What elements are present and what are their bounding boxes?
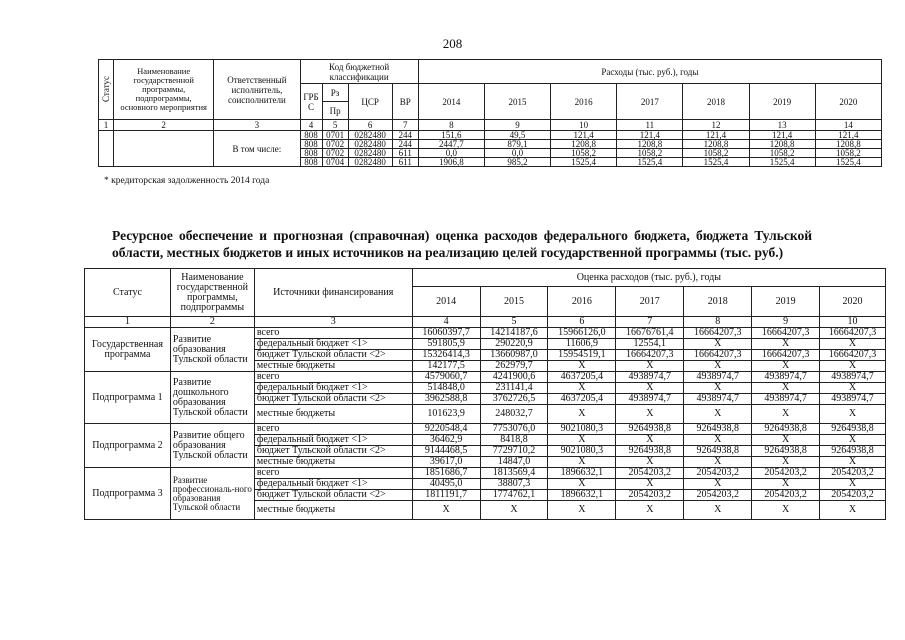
t1-cell: 49,5	[484, 131, 550, 140]
t2-year: 2015	[480, 287, 548, 317]
value-cell: 9021080,3	[548, 424, 616, 435]
t1-col-number: 12	[683, 120, 749, 131]
value-cell: 4938974,7	[820, 394, 886, 405]
t1-cell: 611	[392, 149, 418, 158]
t2-year: 2014	[412, 287, 480, 317]
t1-header-pr: Пр	[322, 102, 348, 120]
value-cell: 4938974,7	[616, 394, 684, 405]
value-cell: 15954519,1	[548, 350, 616, 361]
value-cell: 9264938,8	[752, 424, 820, 435]
source-cell: местные бюджеты	[254, 405, 412, 424]
value-cell: 3762726,5	[480, 394, 548, 405]
table-row	[85, 328, 886, 339]
value-cell: 1774762,1	[480, 490, 548, 501]
value-cell: 1851686,7	[412, 468, 480, 479]
t1-cell: 0702	[322, 149, 348, 158]
t1-header-code: Код бюджетной классификации	[300, 60, 418, 84]
value-cell: X	[548, 383, 616, 394]
value-cell: 2054203,2	[616, 490, 684, 501]
t1-including-label: В том числе:	[214, 131, 300, 167]
t2-header-estimate: Оценка расходов (тыс. руб.), годы	[412, 269, 885, 287]
t1-col-number: 13	[749, 120, 815, 131]
value-cell: X	[752, 339, 820, 350]
value-cell: X	[752, 457, 820, 468]
t1-cell: 0282480	[348, 149, 392, 158]
value-cell: 16664207,3	[820, 328, 886, 339]
value-cell: 9144468,5	[412, 446, 480, 457]
t2-header-name: Наименование государственной программы, подпрограммы	[170, 269, 254, 317]
value-cell: X	[548, 435, 616, 446]
t1-cell: 244	[392, 140, 418, 149]
t2-col-number: 8	[684, 317, 752, 328]
value-cell: X	[684, 383, 752, 394]
value-cell: X	[548, 479, 616, 490]
t1-header-rz: Рз	[322, 84, 348, 102]
t2-year: 2018	[684, 287, 752, 317]
t1-cell: 0,0	[418, 149, 484, 158]
value-cell: 16060397,7	[412, 328, 480, 339]
t1-col-number: 10	[551, 120, 617, 131]
program-name-cell: Развитие общего образования Тульской области	[170, 424, 254, 468]
value-cell: 16664207,3	[820, 350, 886, 361]
value-cell: X	[616, 405, 684, 424]
t1-col-number: 7	[392, 120, 418, 131]
value-cell: X	[752, 405, 820, 424]
value-cell: X	[820, 479, 886, 490]
value-cell: 14214187,6	[480, 328, 548, 339]
value-cell: 9220548,4	[412, 424, 480, 435]
value-cell: 4637205,4	[548, 372, 616, 383]
t1-cell: 1058,2	[551, 149, 617, 158]
footnote: * кредиторская задолженность 2014 года	[104, 176, 270, 186]
source-cell: бюджет Тульской области <2>	[254, 350, 412, 361]
value-cell: 38807,3	[480, 479, 548, 490]
value-cell: 4938974,7	[752, 372, 820, 383]
source-cell: местные бюджеты	[254, 457, 412, 468]
t2-col-number: 7	[616, 317, 684, 328]
value-cell: 9264938,8	[684, 424, 752, 435]
t2-header-sources: Источники финансирования	[254, 269, 412, 317]
t1-cell: 1058,2	[815, 149, 881, 158]
value-cell: X	[616, 501, 684, 520]
value-cell: 142177,5	[412, 361, 480, 372]
t2-col-number: 2	[170, 317, 254, 328]
value-cell: X	[820, 457, 886, 468]
value-cell: 9021080,3	[548, 446, 616, 457]
t1-cell: 0282480	[348, 158, 392, 167]
t1-header-executor: Ответственный исполнитель, соисполнители	[214, 60, 300, 120]
source-cell: всего	[254, 424, 412, 435]
source-cell: федеральный бюджет <1>	[254, 479, 412, 490]
value-cell: 13660987,0	[480, 350, 548, 361]
t1-header-vr: ВР	[392, 84, 418, 120]
value-cell: X	[752, 501, 820, 520]
source-cell: местные бюджеты	[254, 501, 412, 520]
value-cell: 4938974,7	[752, 394, 820, 405]
value-cell: 262979,7	[480, 361, 548, 372]
value-cell: 3962588,8	[412, 394, 480, 405]
value-cell: 16664207,3	[752, 350, 820, 361]
t1-col-number: 3	[214, 120, 300, 131]
t1-cell: 1208,8	[617, 140, 683, 149]
budget-classification-table	[98, 59, 882, 167]
source-cell: местные бюджеты	[254, 361, 412, 372]
t1-cell: 244	[392, 131, 418, 140]
value-cell: X	[684, 339, 752, 350]
t1-cell: 808	[300, 149, 322, 158]
t1-col-number: 9	[484, 120, 550, 131]
t1-header-name: Наименование государственной программы, подпрограммы, основного мероприятия	[114, 60, 214, 120]
t1-cell: 985,2	[484, 158, 550, 167]
t1-cell: 1058,2	[617, 149, 683, 158]
value-cell: X	[752, 361, 820, 372]
value-cell: 40495,0	[412, 479, 480, 490]
t1-year: 2018	[683, 84, 749, 120]
t1-cell: 0702	[322, 140, 348, 149]
status-cell: Подпрограмма 1	[85, 372, 171, 424]
t1-header-expenses: Расходы (тыс. руб.), годы	[418, 60, 881, 84]
t1-cell: 2447,7	[418, 140, 484, 149]
t1-cell: 1208,8	[815, 140, 881, 149]
t1-col-number: 6	[348, 120, 392, 131]
source-cell: федеральный бюджет <1>	[254, 383, 412, 394]
t1-year: 2020	[815, 84, 881, 120]
t1-row	[99, 131, 882, 140]
value-cell: 14847,0	[480, 457, 548, 468]
value-cell: 514848,0	[412, 383, 480, 394]
value-cell: 16664207,3	[752, 328, 820, 339]
value-cell: 4938974,7	[684, 394, 752, 405]
t1-cell: 1058,2	[683, 149, 749, 158]
value-cell: 39617,0	[412, 457, 480, 468]
t1-year: 2017	[617, 84, 683, 120]
t1-cell: 1525,4	[749, 158, 815, 167]
t1-col-number: 1	[99, 120, 114, 131]
table-row	[85, 424, 886, 435]
value-cell: 11606,9	[548, 339, 616, 350]
t1-cell: 1208,8	[749, 140, 815, 149]
value-cell: X	[820, 361, 886, 372]
value-cell: X	[616, 457, 684, 468]
status-cell: Подпрограмма 3	[85, 468, 171, 520]
table-row	[85, 468, 886, 479]
value-cell: 4579060,7	[412, 372, 480, 383]
value-cell: 9264938,8	[752, 446, 820, 457]
value-cell: 1813569,4	[480, 468, 548, 479]
t1-header-status: Статус	[99, 60, 114, 120]
t1-cell: 1525,4	[683, 158, 749, 167]
value-cell: 9264938,8	[820, 446, 886, 457]
page-number: 208	[442, 36, 463, 51]
value-cell: 9264938,8	[684, 446, 752, 457]
value-cell: X	[616, 435, 684, 446]
t1-col-number: 2	[114, 120, 214, 131]
source-cell: бюджет Тульской области <2>	[254, 446, 412, 457]
source-cell: всего	[254, 468, 412, 479]
value-cell: X	[752, 435, 820, 446]
value-cell: X	[684, 457, 752, 468]
t2-col-number: 6	[548, 317, 616, 328]
table-row	[85, 372, 886, 383]
t1-header-grbs: ГРБ С	[300, 84, 322, 120]
value-cell: 2054203,2	[684, 490, 752, 501]
t1-cell: 1525,4	[617, 158, 683, 167]
t1-col-number: 8	[418, 120, 484, 131]
program-name-cell: Развитие образования Тульской области	[170, 328, 254, 372]
t1-cell: 1525,4	[551, 158, 617, 167]
t1-cell: 151,6	[418, 131, 484, 140]
value-cell: 36462,9	[412, 435, 480, 446]
value-cell: 7753076,0	[480, 424, 548, 435]
t1-cell: 0282480	[348, 131, 392, 140]
t2-col-number: 1	[85, 317, 171, 328]
status-cell: Подпрограмма 2	[85, 424, 171, 468]
value-cell: 4938974,7	[616, 372, 684, 383]
value-cell: 4938974,7	[820, 372, 886, 383]
value-cell: 2054203,2	[752, 468, 820, 479]
t1-cell: 1208,8	[683, 140, 749, 149]
value-cell: X	[820, 339, 886, 350]
t1-cell: 0701	[322, 131, 348, 140]
value-cell: 1896632,1	[548, 490, 616, 501]
t2-col-number: 10	[820, 317, 886, 328]
source-cell: бюджет Тульской области <2>	[254, 394, 412, 405]
value-cell: X	[752, 479, 820, 490]
value-cell: X	[616, 361, 684, 372]
t2-col-number: 5	[480, 317, 548, 328]
value-cell: 2054203,2	[820, 490, 886, 501]
value-cell: X	[684, 361, 752, 372]
value-cell: 231141,4	[480, 383, 548, 394]
value-cell: X	[412, 501, 480, 520]
value-cell: X	[820, 405, 886, 424]
t1-header-csr: ЦСР	[348, 84, 392, 120]
t2-col-number: 9	[752, 317, 820, 328]
value-cell: 16676761,4	[616, 328, 684, 339]
t1-cell: 1208,8	[551, 140, 617, 149]
t1-cell: 808	[300, 158, 322, 167]
value-cell: 248032,7	[480, 405, 548, 424]
value-cell: 16664207,3	[616, 350, 684, 361]
program-name-cell: Развитие профессиональ-ного образования Тульской области	[170, 468, 254, 520]
value-cell: 290220,9	[480, 339, 548, 350]
status-cell: Государственная программа	[85, 328, 171, 372]
t1-cell: 0,0	[484, 149, 550, 158]
source-cell: федеральный бюджет <1>	[254, 435, 412, 446]
program-name-cell: Развитие дошкольного образования Тульской области	[170, 372, 254, 424]
value-cell: 9264938,8	[616, 446, 684, 457]
value-cell: 9264938,8	[820, 424, 886, 435]
t1-col-number: 5	[322, 120, 348, 131]
t1-col-number: 11	[617, 120, 683, 131]
value-cell: 2054203,2	[752, 490, 820, 501]
t1-cell: 121,4	[683, 131, 749, 140]
value-cell: 1896632,1	[548, 468, 616, 479]
value-cell: 2054203,2	[684, 468, 752, 479]
t1-cell: 0704	[322, 158, 348, 167]
t2-col-number: 4	[412, 317, 480, 328]
source-cell: бюджет Тульской области <2>	[254, 490, 412, 501]
t1-year: 2015	[484, 84, 550, 120]
value-cell: 9264938,8	[616, 424, 684, 435]
value-cell: X	[684, 479, 752, 490]
t1-col-number: 4	[300, 120, 322, 131]
section-heading: Ресурсное обеспечение и прогнозная (справочная) оценка расходов федерального бюджета, бюджета Тульской области, местных бюджетов и иных источников на реализацию целей государственной программы (тыс. руб.)	[112, 228, 812, 260]
value-cell: 101623,9	[412, 405, 480, 424]
value-cell: X	[548, 457, 616, 468]
t2-year: 2017	[616, 287, 684, 317]
value-cell: 4637205,4	[548, 394, 616, 405]
t1-cell: 1525,4	[815, 158, 881, 167]
t1-cell: 1906,8	[418, 158, 484, 167]
value-cell: 1811191,7	[412, 490, 480, 501]
value-cell: 15966126,0	[548, 328, 616, 339]
value-cell: X	[548, 405, 616, 424]
value-cell: X	[480, 501, 548, 520]
value-cell: X	[616, 383, 684, 394]
value-cell: X	[684, 501, 752, 520]
t1-cell: 611	[392, 158, 418, 167]
t1-cell: 808	[300, 140, 322, 149]
value-cell: 8418,8	[480, 435, 548, 446]
value-cell: X	[820, 501, 886, 520]
resource-provision-table	[84, 268, 886, 520]
t1-cell: 121,4	[551, 131, 617, 140]
value-cell: 591805,9	[412, 339, 480, 350]
value-cell: 4241900,6	[480, 372, 548, 383]
value-cell: X	[752, 383, 820, 394]
t1-cell: 808	[300, 131, 322, 140]
t1-cell: 121,4	[749, 131, 815, 140]
value-cell: 12554,1	[616, 339, 684, 350]
t2-col-number: 3	[254, 317, 412, 328]
value-cell: 16664207,3	[684, 328, 752, 339]
value-cell: X	[548, 501, 616, 520]
t2-header-status: Статус	[85, 269, 171, 317]
value-cell: 2054203,2	[820, 468, 886, 479]
t1-cell: 121,4	[617, 131, 683, 140]
t1-cell: 879,1	[484, 140, 550, 149]
t1-year: 2016	[551, 84, 617, 120]
value-cell: 16664207,3	[684, 350, 752, 361]
source-cell: всего	[254, 328, 412, 339]
value-cell: X	[820, 435, 886, 446]
value-cell: 7729710,2	[480, 446, 548, 457]
value-cell: X	[684, 435, 752, 446]
t1-cell: 1058,2	[749, 149, 815, 158]
value-cell: X	[684, 405, 752, 424]
value-cell: 4938974,7	[684, 372, 752, 383]
t1-year: 2019	[749, 84, 815, 120]
value-cell: 2054203,2	[616, 468, 684, 479]
t1-year: 2014	[418, 84, 484, 120]
value-cell: X	[820, 383, 886, 394]
t1-cell: 121,4	[815, 131, 881, 140]
t2-year: 2016	[548, 287, 616, 317]
t1-col-number: 14	[815, 120, 881, 131]
value-cell: X	[548, 361, 616, 372]
t2-year: 2019	[752, 287, 820, 317]
t1-cell: 0282480	[348, 140, 392, 149]
source-cell: всего	[254, 372, 412, 383]
source-cell: федеральный бюджет <1>	[254, 339, 412, 350]
value-cell: X	[616, 479, 684, 490]
value-cell: 15326414,3	[412, 350, 480, 361]
t2-year: 2020	[820, 287, 886, 317]
